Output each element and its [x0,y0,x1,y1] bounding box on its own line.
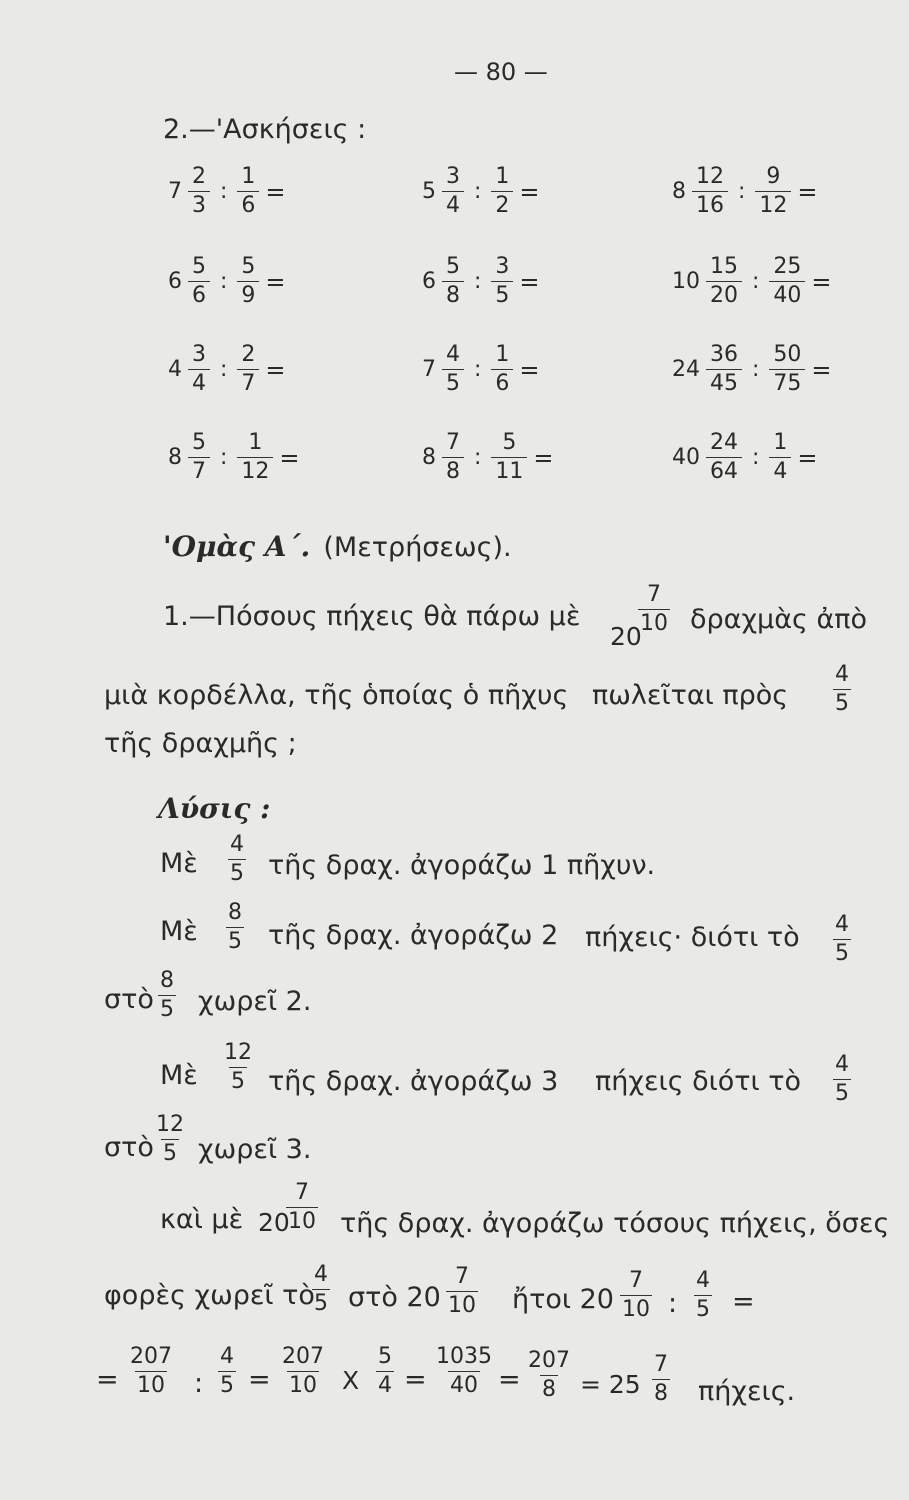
exercise-item [672,256,832,307]
solution-line-6: τῆς δραχ. ἀγοράζω τόσους πήχεις, ὅσες [340,1208,890,1239]
exercise-fraction-left: 7 8 [442,432,464,483]
exercise-colon: : [752,357,760,382]
exercise-fraction-right: $\frac{50}{75}$ [769,344,805,395]
exercise-equals: = [265,177,286,206]
solution-colon-7: : [668,1288,678,1319]
exercise-equals: = [519,267,540,296]
page-number: — 80 — [454,58,548,86]
exercise-whole: 6 [422,269,436,294]
calc-fraction-2: $\frac{4}{5}$ [220,1344,234,1398]
problem-line-2-end: πωλεῖται πρὸς [592,680,789,711]
exercise-fraction-right: $\frac{1}{6}$ [237,166,259,217]
solution-fraction-3: $\frac{8}{5}$ [160,968,174,1022]
exercise-whole: 10 [672,269,700,294]
exercise-whole: 8 [672,179,686,204]
solution-line-6-prefix: καὶ μὲ [160,1204,244,1235]
calc-fraction-4: $\frac{5}{4}$ [378,1344,392,1398]
calc-times: X [342,1366,360,1395]
exercise-equals: = [811,355,832,384]
exercise-equals: = [519,355,540,384]
solution-mixed-whole: 20 [258,1208,290,1237]
exercise-equals: = [279,443,300,472]
exercise-fraction-right: $\frac{1}{12}$ [237,432,273,483]
exercise-colon: : [752,269,760,294]
exercise-equals: = [797,443,818,472]
exercise-fraction-right: $\frac{25}{40}$ [769,256,805,307]
solution-line-2-end: πήχεις· διότι τὸ [585,922,800,953]
problem-line-1: 1.—Πόσους πήχεις θὰ πάρω μὲ [163,601,581,632]
exercise-item [168,432,300,483]
solution-fraction-7c: $\frac{7}{10}$ [622,1268,650,1322]
exercise-fraction-right: $\frac{1}{6}$ [491,344,513,395]
exercise-fraction-left: 3 4 [442,166,464,217]
solution-fraction-2-end: $\frac{4}{5}$ [835,912,849,966]
solution-line-4-prefix: Μὲ [160,1060,198,1091]
solution-line-2: τῆς δραχ. ἀγοράζω 2 [268,920,559,951]
exercise-fraction-left: 15 20 [706,256,742,307]
exercise-fraction-left: 3 4 [188,344,210,395]
solution-fraction-7b: $\frac{7}{10}$ [448,1264,476,1318]
exercise-whole: 5 [422,179,436,204]
group-heading [163,530,512,563]
exercise-item [422,432,554,483]
exercise-fraction-left: 5 6 [188,256,210,307]
solution-fraction-7a: $\frac{4}{5}$ [314,1262,328,1316]
solution-fraction-4-end: $\frac{4}{5}$ [835,1052,849,1106]
problem-line-1-end: δραχμὰς ἀπὸ [690,604,868,635]
problem-line-3: τῆς δραχμῆς ; [104,728,297,759]
exercise-fraction-left: 36 45 [706,344,742,395]
calc-equals-3: = [404,1364,427,1395]
exercise-whole: 7 [422,357,436,382]
solution-line-5-prefix: στὸ [104,1132,154,1163]
exercise-fraction-right: $\frac{2}{7}$ [237,344,259,395]
calc-fraction-5: $\frac{1035}{40}$ [436,1344,492,1398]
exercise-colon: : [220,445,228,470]
exercise-equals: = [265,355,286,384]
solution-equals-7: = [732,1286,755,1317]
exercise-equals: = [265,267,286,296]
exercise-fraction-left: 12 16 [692,166,728,217]
problem-line-2: μιὰ κορδέλλα, τῆς ὁποίας ὁ πῆχυς [104,680,569,711]
solution-fraction-6: $\frac{7}{10}$ [288,1180,316,1234]
exercise-fraction-right: $\frac{5}{9}$ [237,256,259,307]
exercise-fraction-left: 5 7 [188,432,210,483]
exercise-item [672,344,832,395]
solution-line-5: χωρεῖ 3. [198,1134,312,1165]
solution-title: Λύσις : [158,792,271,825]
exercise-fraction-left: 4 5 [442,344,464,395]
exercise-whole: 40 [672,445,700,470]
exercise-equals: = [519,177,540,206]
exercise-fraction-right: $\frac{5}{11}$ [491,432,527,483]
exercise-equals: = [533,443,554,472]
solution-line-1-prefix: Μὲ [160,848,198,879]
solution-fraction-4: $\frac{12}{5}$ [224,1040,252,1094]
price-fraction: $\frac{4}{5}$ [835,662,849,716]
calc-fraction-7: $\frac{7}{8}$ [654,1352,668,1406]
calc-result: = 25 [580,1370,641,1399]
problem-mixed-whole: 20 [610,622,642,651]
exercise-item [422,344,540,395]
exercise-whole: 24 [672,357,700,382]
exercise-equals: = [811,267,832,296]
calc-fraction-1: $\frac{207}{10}$ [130,1344,172,1398]
exercise-fraction-right: $\frac{3}{5}$ [491,256,513,307]
exercise-whole: 4 [168,357,182,382]
solution-line-7: φορὲς χωρεῖ τὸ [104,1280,315,1311]
solution-line-4-end: πήχεις διότι τὸ [595,1066,802,1097]
exercise-whole: 8 [422,445,436,470]
exercise-colon: : [220,357,228,382]
calc-equals-2: = [248,1364,271,1395]
solution-fraction-1: $\frac{4}{5}$ [230,832,244,886]
solution-line-1: τῆς δραχ. ἀγοράζω 1 πῆχυν. [268,850,656,881]
solution-line-4: τῆς δραχ. ἀγοράζω 3 [268,1066,559,1097]
exercise-whole: 8 [168,445,182,470]
exercise-colon: : [474,269,482,294]
exercise-whole: 6 [168,269,182,294]
exercise-fraction-left: 2 3 [188,166,210,217]
solution-line-2-prefix: Μὲ [160,916,198,947]
exercise-item [168,166,286,217]
calc-fraction-3: $\frac{207}{10}$ [282,1344,324,1398]
exercise-item [168,256,286,307]
solution-line-3-prefix: στὸ [104,984,154,1015]
exercise-item [422,256,540,307]
exercise-item [672,432,818,483]
exercise-colon: : [474,445,482,470]
exercise-colon: : [474,179,482,204]
calc-equals-1: = [96,1364,119,1395]
calc-equals-4: = [498,1364,521,1395]
section-title: 2.—'Ασκήσεις : [163,114,367,145]
group-subtitle: (Μετρήσεως). [323,532,512,563]
exercise-fraction-right: $\frac{9}{12}$ [755,166,791,217]
exercise-fraction-left: 24 64 [706,432,742,483]
exercise-colon: : [220,269,228,294]
exercise-fraction-left: 5 8 [442,256,464,307]
exercise-equals: = [797,177,818,206]
exercise-colon: : [474,357,482,382]
exercise-item [168,344,286,395]
solution-fraction-5: $\frac{12}{5}$ [156,1112,184,1166]
solution-line-7-iti: ἤτοι 20 [512,1284,614,1315]
solution-fraction-2: $\frac{8}{5}$ [228,900,242,954]
exercise-whole: 7 [168,179,182,204]
exercise-colon: : [752,445,760,470]
problem-fraction: $\frac{7}{10}$ [640,582,668,636]
calc-fraction-6: $\frac{207}{8}$ [528,1348,570,1402]
solution-fraction-7d: $\frac{4}{5}$ [696,1268,710,1322]
exercise-colon: : [738,179,746,204]
exercise-fraction-right: $\frac{1}{2}$ [491,166,513,217]
group-label: 'Ομὰς Α΄. [163,530,311,563]
exercise-item [672,166,818,217]
calc-unit: πήχεις. [698,1376,796,1407]
exercise-fraction-right: $\frac{1}{4}$ [769,432,791,483]
solution-line-3: χωρεῖ 2. [198,986,312,1017]
calc-colon: : [194,1368,204,1399]
exercise-item [422,166,540,217]
solution-line-7-mid: στὸ 20 [348,1282,441,1313]
exercise-colon: : [220,179,228,204]
